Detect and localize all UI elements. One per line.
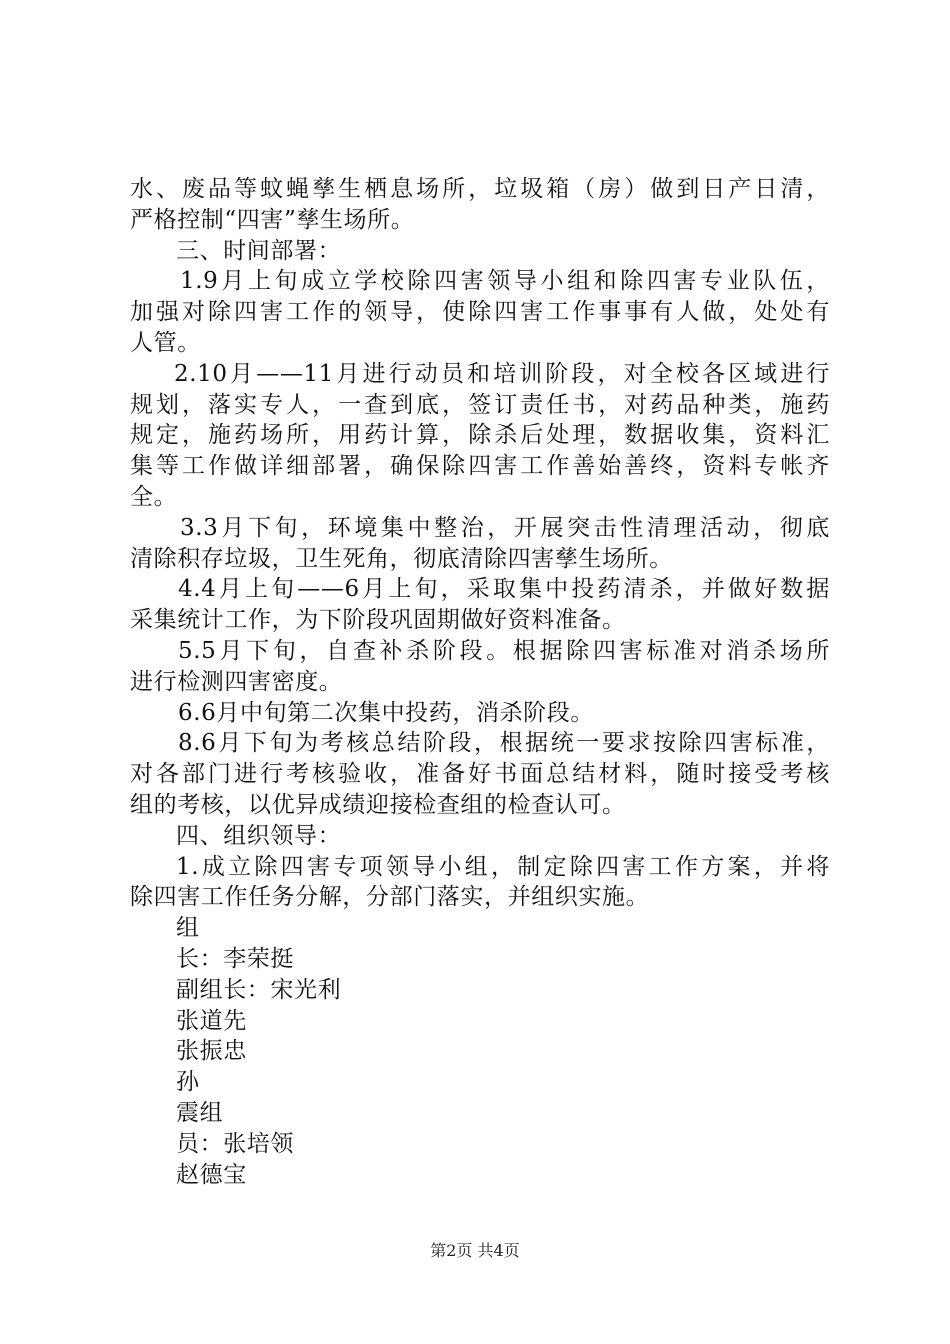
text-line: 4.4月上旬——6月上旬，采取集中投药清杀，并做好数据 — [178, 576, 830, 603]
text-line: 员：张培领 — [176, 1130, 294, 1157]
text-line: 张振忠 — [176, 1038, 247, 1065]
section-heading: 四、组织领导： — [176, 822, 342, 849]
text-line: 规定，施药场所，用药计算，除杀后处理，数据收集，资料汇 — [130, 422, 830, 449]
text-line: 组 — [176, 915, 200, 942]
text-line: 2.10月——11月进行动员和培训阶段，对全校各区域进行 — [174, 360, 830, 387]
text-line: 人管。 — [130, 329, 201, 356]
text-line: 1.成立除四害专项领导小组，制定除四害工作方案，并将 — [176, 853, 830, 880]
text-line: 进行检测四害密度。 — [130, 668, 343, 695]
text-line: 清除积存垃圾，卫生死角，彻底清除四害孳生场所。 — [130, 545, 673, 572]
text-line: 赵德宝 — [176, 1161, 247, 1188]
page-number-label: 第2页 共4页 — [430, 1241, 520, 1260]
text-line: 6.6月中旬第二次集中投药，消杀阶段。 — [178, 699, 594, 726]
text-line: 采集统计工作，为下阶段巩固期做好资料准备。 — [130, 607, 626, 634]
text-line: 1.9月上旬成立学校除四害领导小组和除四害专业队伍， — [180, 268, 830, 295]
page-footer — [0, 1240, 950, 1262]
text-line: 除四害工作任务分解，分部门落实，并组织实施。 — [130, 884, 650, 911]
text-line: 副组长：宋光利 — [176, 976, 342, 1003]
text-line: 孙 — [176, 1069, 200, 1096]
text-line: 规划，落实专人，一查到底，签订责任书，对药品种类，施药 — [130, 391, 830, 418]
text-line: 3.3月下旬，环境集中整治，开展突击性清理活动，彻底 — [180, 514, 830, 541]
text-line: 集等工作做详细部署，确保除四害工作善始善终，资料专帐齐 — [130, 453, 830, 480]
text-line: 严格控制“四害”孳生场所。 — [130, 206, 415, 233]
document-body — [130, 174, 830, 1190]
text-line: 5.5月下旬，自查补杀阶段。根据除四害标准对消杀场所 — [178, 637, 830, 664]
text-line: 组的考核，以优异成绩迎接检查组的检查认可。 — [130, 791, 626, 818]
text-line: 长：李荣挺 — [176, 945, 294, 972]
text-line: 水、废品等蚊蝇孳生栖息场所，垃圾箱（房）做到日产日清， — [130, 176, 830, 202]
text-line: 加强对除四害工作的领导，使除四害工作事事有人做，处处有 — [130, 299, 830, 326]
text-line: 全。 — [130, 483, 178, 510]
text-line: 8.6月下旬为考核总结阶段，根据统一要求按除四害标准， — [178, 730, 830, 757]
text-line: 震组 — [176, 1099, 224, 1126]
section-heading: 三、时间部署： — [176, 237, 342, 264]
text-line: 对各部门进行考核验收，准备好书面总结材料，随时接受考核 — [130, 761, 830, 788]
text-line: 张道先 — [176, 1007, 247, 1034]
